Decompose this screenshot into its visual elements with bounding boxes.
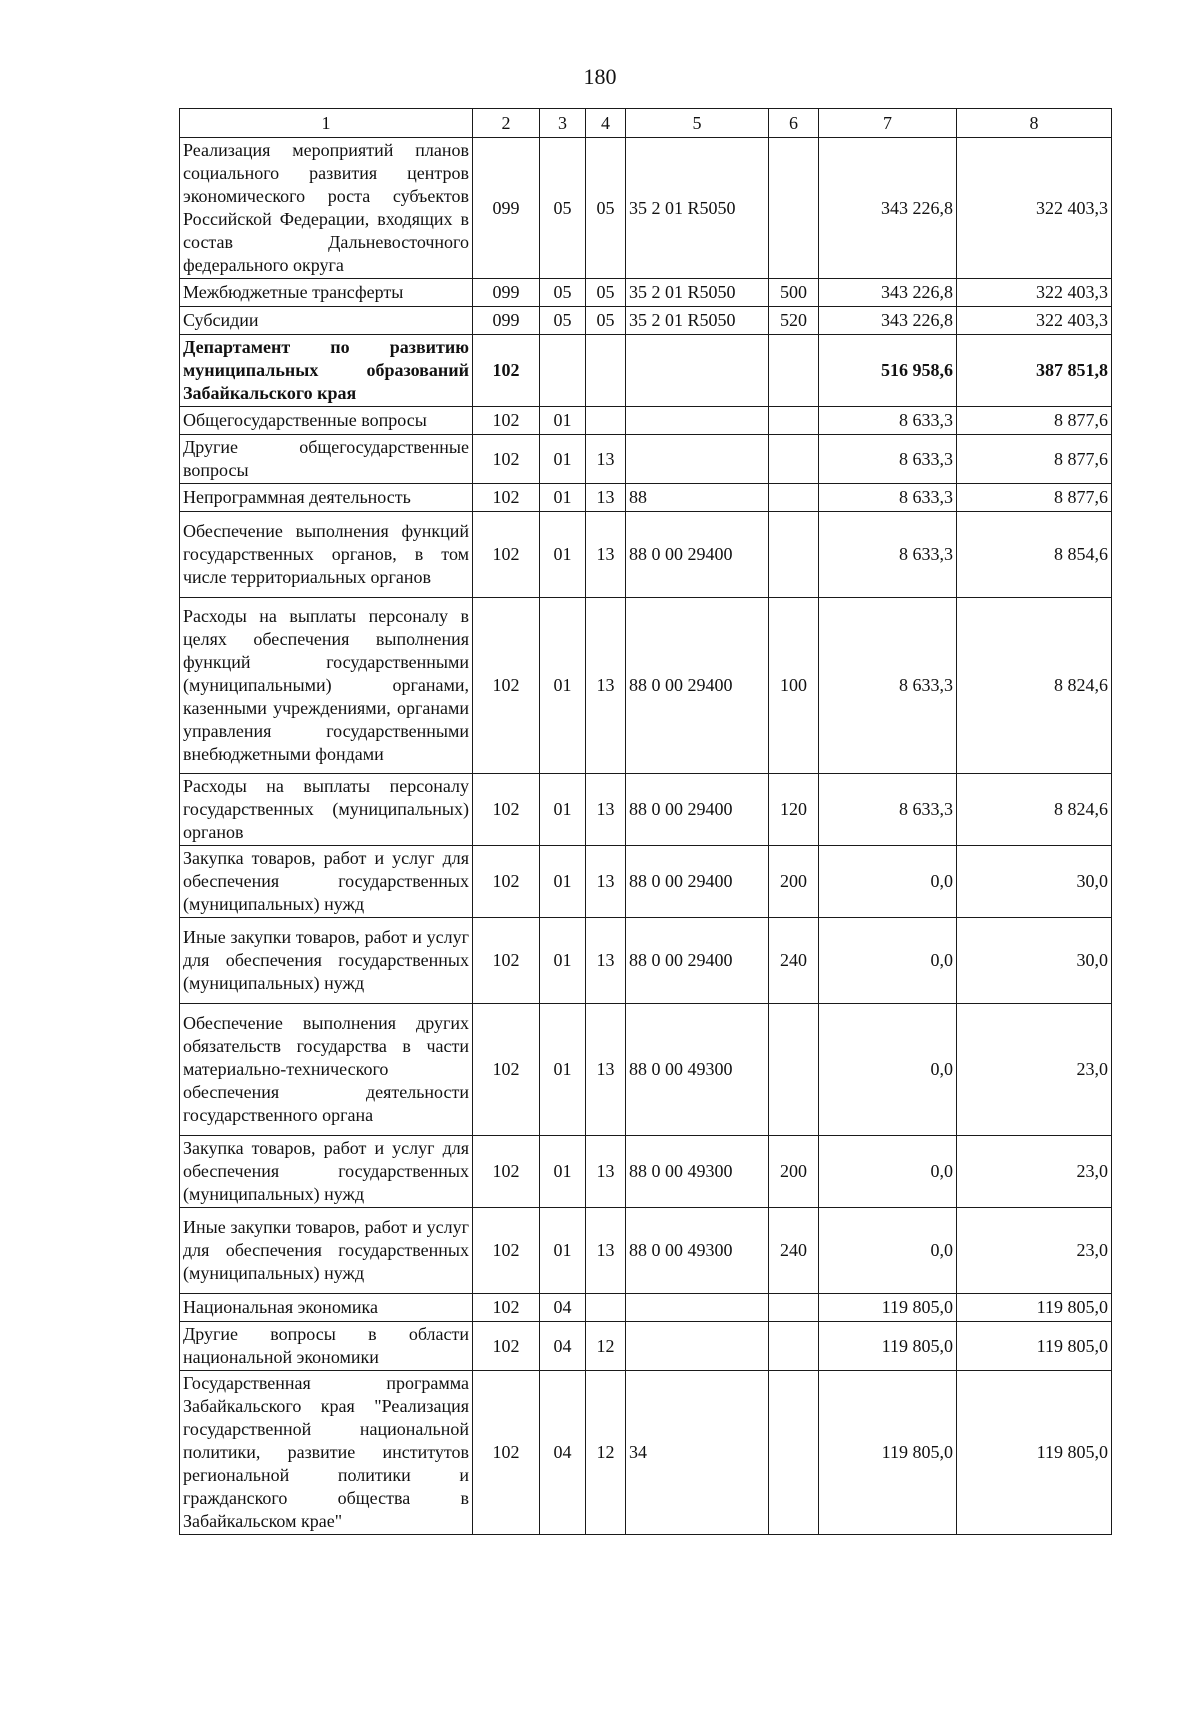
header-cell-name: 1 [180, 109, 473, 138]
sum-2-cell: 23,0 [957, 1208, 1112, 1294]
sum-1-cell: 8 633,3 [819, 774, 957, 846]
sum-2-cell: 8 824,6 [957, 598, 1112, 774]
sum-1-cell: 0,0 [819, 1136, 957, 1208]
ministry-code-cell: 102 [473, 484, 540, 512]
sum-2-cell: 23,0 [957, 1004, 1112, 1136]
section-code-cell: 01 [540, 846, 586, 918]
table-row [180, 407, 1112, 435]
header-cell-subsection: 4 [586, 109, 626, 138]
sum-2-cell: 119 805,0 [957, 1322, 1112, 1371]
section-code-cell: 05 [540, 138, 586, 279]
sum-2-cell: 322 403,3 [957, 279, 1112, 307]
target-article-cell: 88 0 00 29400 [626, 774, 769, 846]
section-code-cell: 01 [540, 598, 586, 774]
sum-2-cell: 8 877,6 [957, 407, 1112, 435]
section-code-cell: 01 [540, 407, 586, 435]
header-cell-section: 3 [540, 109, 586, 138]
row-name-cell: Обеспечение выполнения функций государственных органов, в том числе территориальных органов [180, 512, 473, 598]
sum-1-cell: 8 633,3 [819, 435, 957, 484]
sum-1-cell: 8 633,3 [819, 512, 957, 598]
table-row [180, 335, 1112, 407]
header-cell-article: 5 [626, 109, 769, 138]
target-article-cell: 34 [626, 1371, 769, 1535]
sum-1-cell: 0,0 [819, 1208, 957, 1294]
row-name-cell: Непрограммная деятельность [180, 484, 473, 512]
ministry-code-cell: 102 [473, 1208, 540, 1294]
sum-1-cell: 8 633,3 [819, 484, 957, 512]
sum-2-cell: 8 877,6 [957, 484, 1112, 512]
section-code-cell: 01 [540, 512, 586, 598]
expense-type-cell [769, 138, 819, 279]
row-name-cell: Иные закупки товаров, работ и услуг для обеспечения государственных (муниципальных) нужд [180, 1208, 473, 1294]
expense-type-cell [769, 1322, 819, 1371]
expense-type-cell: 200 [769, 846, 819, 918]
ministry-code-cell: 102 [473, 846, 540, 918]
target-article-cell: 88 0 00 49300 [626, 1208, 769, 1294]
header-cell-expense-type: 6 [769, 109, 819, 138]
header-row [180, 109, 1112, 138]
expense-type-cell [769, 1004, 819, 1136]
row-name-cell: Другие вопросы в области национальной экономики [180, 1322, 473, 1371]
page-number: 180 [583, 64, 617, 89]
section-code-cell: 01 [540, 435, 586, 484]
sum-2-cell: 8 824,6 [957, 774, 1112, 846]
sum-2-cell: 119 805,0 [957, 1371, 1112, 1535]
sum-1-cell: 0,0 [819, 846, 957, 918]
table-row [180, 918, 1112, 1004]
ministry-code-cell: 102 [473, 435, 540, 484]
sum-2-cell: 23,0 [957, 1136, 1112, 1208]
ministry-code-cell: 102 [473, 1322, 540, 1371]
sum-1-cell: 119 805,0 [819, 1294, 957, 1322]
sum-1-cell: 8 633,3 [819, 598, 957, 774]
header-cell-sum-2: 8 [957, 109, 1112, 138]
ministry-code-cell: 102 [473, 598, 540, 774]
section-code-cell: 01 [540, 1136, 586, 1208]
section-code-cell: 01 [540, 1208, 586, 1294]
row-name-cell: Государственная программа Забайкальского края "Реализация государственной национальной политики, развитие институтов региональной политики и гражданского общества в Забайкальском крае" [180, 1371, 473, 1535]
sum-2-cell: 30,0 [957, 918, 1112, 1004]
header-cell-ministry: 2 [473, 109, 540, 138]
section-code-cell: 04 [540, 1294, 586, 1322]
row-name-cell: Обеспечение выполнения других обязательств государства в части материально-технического обеспечения деятельности государственного органа [180, 1004, 473, 1136]
ministry-code-cell: 102 [473, 1136, 540, 1208]
target-article-cell: 88 0 00 49300 [626, 1004, 769, 1136]
target-article-cell: 88 0 00 49300 [626, 1136, 769, 1208]
subsection-code-cell: 13 [586, 1004, 626, 1136]
ministry-code-cell: 102 [473, 1371, 540, 1535]
subsection-code-cell: 13 [586, 435, 626, 484]
row-name-cell: Закупка товаров, работ и услуг для обеспечения государственных (муниципальных) нужд [180, 1136, 473, 1208]
sum-1-cell: 0,0 [819, 918, 957, 1004]
target-article-cell: 88 0 00 29400 [626, 512, 769, 598]
table-row [180, 435, 1112, 484]
section-code-cell: 05 [540, 307, 586, 335]
subsection-code-cell: 05 [586, 307, 626, 335]
subsection-code-cell: 05 [586, 138, 626, 279]
table-row [180, 1322, 1112, 1371]
target-article-cell: 35 2 01 R5050 [626, 138, 769, 279]
row-name-cell: Национальная экономика [180, 1294, 473, 1322]
expense-type-cell [769, 1371, 819, 1535]
table-row [180, 1136, 1112, 1208]
ministry-code-cell: 102 [473, 407, 540, 435]
row-name-cell: Реализация мероприятий планов социального развития центров экономического роста субъектов Российской Федерации, входящих в состав Дальневосточного федерального округа [180, 138, 473, 279]
target-article-cell [626, 335, 769, 407]
sum-2-cell: 30,0 [957, 846, 1112, 918]
sum-2-cell: 322 403,3 [957, 307, 1112, 335]
section-code-cell: 01 [540, 918, 586, 1004]
section-code-cell: 05 [540, 279, 586, 307]
subsection-code-cell: 13 [586, 846, 626, 918]
subsection-code-cell: 13 [586, 1136, 626, 1208]
ministry-code-cell: 102 [473, 512, 540, 598]
row-name-cell: Субсидии [180, 307, 473, 335]
subsection-code-cell: 12 [586, 1322, 626, 1371]
expense-type-cell: 240 [769, 918, 819, 1004]
sum-1-cell: 343 226,8 [819, 138, 957, 279]
target-article-cell: 88 0 00 29400 [626, 918, 769, 1004]
row-name-cell: Расходы на выплаты персоналу государственных (муниципальных) органов [180, 774, 473, 846]
table-row [180, 307, 1112, 335]
expense-type-cell: 100 [769, 598, 819, 774]
subsection-code-cell [586, 407, 626, 435]
row-name-cell: Расходы на выплаты персоналу в целях обеспечения выполнения функций государственными (муниципальными) органами, казенными учреждениями, органами управления государственными внебюджетными фондами [180, 598, 473, 774]
target-article-cell [626, 407, 769, 435]
ministry-code-cell: 099 [473, 307, 540, 335]
expense-type-cell: 500 [769, 279, 819, 307]
expense-type-cell: 120 [769, 774, 819, 846]
expense-type-cell: 240 [769, 1208, 819, 1294]
expense-type-cell [769, 512, 819, 598]
sum-1-cell: 343 226,8 [819, 279, 957, 307]
table-row [180, 512, 1112, 598]
section-code-cell: 01 [540, 484, 586, 512]
subsection-code-cell [586, 1294, 626, 1322]
subsection-code-cell: 13 [586, 598, 626, 774]
ministry-code-cell: 102 [473, 1004, 540, 1136]
ministry-code-cell: 102 [473, 1294, 540, 1322]
row-name-cell: Общегосударственные вопросы [180, 407, 473, 435]
expense-type-cell [769, 1294, 819, 1322]
section-code-cell: 04 [540, 1371, 586, 1535]
row-name-cell: Межбюджетные трансферты [180, 279, 473, 307]
subsection-code-cell: 12 [586, 1371, 626, 1535]
row-name-cell: Закупка товаров, работ и услуг для обеспечения государственных (муниципальных) нужд [180, 846, 473, 918]
table-row [180, 279, 1112, 307]
table-row [180, 1371, 1112, 1535]
target-article-cell: 35 2 01 R5050 [626, 279, 769, 307]
subsection-code-cell [586, 335, 626, 407]
target-article-cell [626, 435, 769, 484]
target-article-cell: 35 2 01 R5050 [626, 307, 769, 335]
table-row [180, 1208, 1112, 1294]
row-name-cell: Департамент по развитию муниципальных образований Забайкальского края [180, 335, 473, 407]
expense-type-cell [769, 335, 819, 407]
section-code-cell: 01 [540, 1004, 586, 1136]
subsection-code-cell: 13 [586, 512, 626, 598]
section-code-cell: 04 [540, 1322, 586, 1371]
sum-1-cell: 0,0 [819, 1004, 957, 1136]
subsection-code-cell: 13 [586, 484, 626, 512]
table-row [180, 774, 1112, 846]
sum-1-cell: 119 805,0 [819, 1371, 957, 1535]
table-row [180, 1294, 1112, 1322]
header-cell-sum-1: 7 [819, 109, 957, 138]
table-row [180, 598, 1112, 774]
subsection-code-cell: 13 [586, 918, 626, 1004]
target-article-cell: 88 0 00 29400 [626, 846, 769, 918]
subsection-code-cell: 05 [586, 279, 626, 307]
target-article-cell: 88 [626, 484, 769, 512]
ministry-code-cell: 102 [473, 774, 540, 846]
expense-type-cell: 200 [769, 1136, 819, 1208]
table-row [180, 1004, 1112, 1136]
ministry-code-cell: 099 [473, 138, 540, 279]
subsection-code-cell: 13 [586, 774, 626, 846]
sum-1-cell: 8 633,3 [819, 407, 957, 435]
target-article-cell [626, 1294, 769, 1322]
sum-2-cell: 8 877,6 [957, 435, 1112, 484]
expense-type-cell: 520 [769, 307, 819, 335]
expense-type-cell [769, 435, 819, 484]
sum-1-cell: 343 226,8 [819, 307, 957, 335]
ministry-code-cell: 099 [473, 279, 540, 307]
expense-type-cell [769, 484, 819, 512]
budget-table [179, 108, 1112, 1535]
section-code-cell: 01 [540, 774, 586, 846]
target-article-cell: 88 0 00 29400 [626, 598, 769, 774]
sum-1-cell: 119 805,0 [819, 1322, 957, 1371]
table-row [180, 846, 1112, 918]
ministry-code-cell: 102 [473, 918, 540, 1004]
ministry-code-cell: 102 [473, 335, 540, 407]
row-name-cell: Другие общегосударственные вопросы [180, 435, 473, 484]
section-code-cell [540, 335, 586, 407]
expense-type-cell [769, 407, 819, 435]
row-name-cell: Иные закупки товаров, работ и услуг для обеспечения государственных (муниципальных) нужд [180, 918, 473, 1004]
table-row [180, 138, 1112, 279]
sum-1-cell: 516 958,6 [819, 335, 957, 407]
sum-2-cell: 119 805,0 [957, 1294, 1112, 1322]
sum-2-cell: 322 403,3 [957, 138, 1112, 279]
subsection-code-cell: 13 [586, 1208, 626, 1294]
sum-2-cell: 8 854,6 [957, 512, 1112, 598]
target-article-cell [626, 1322, 769, 1371]
sum-2-cell: 387 851,8 [957, 335, 1112, 407]
table-row [180, 484, 1112, 512]
